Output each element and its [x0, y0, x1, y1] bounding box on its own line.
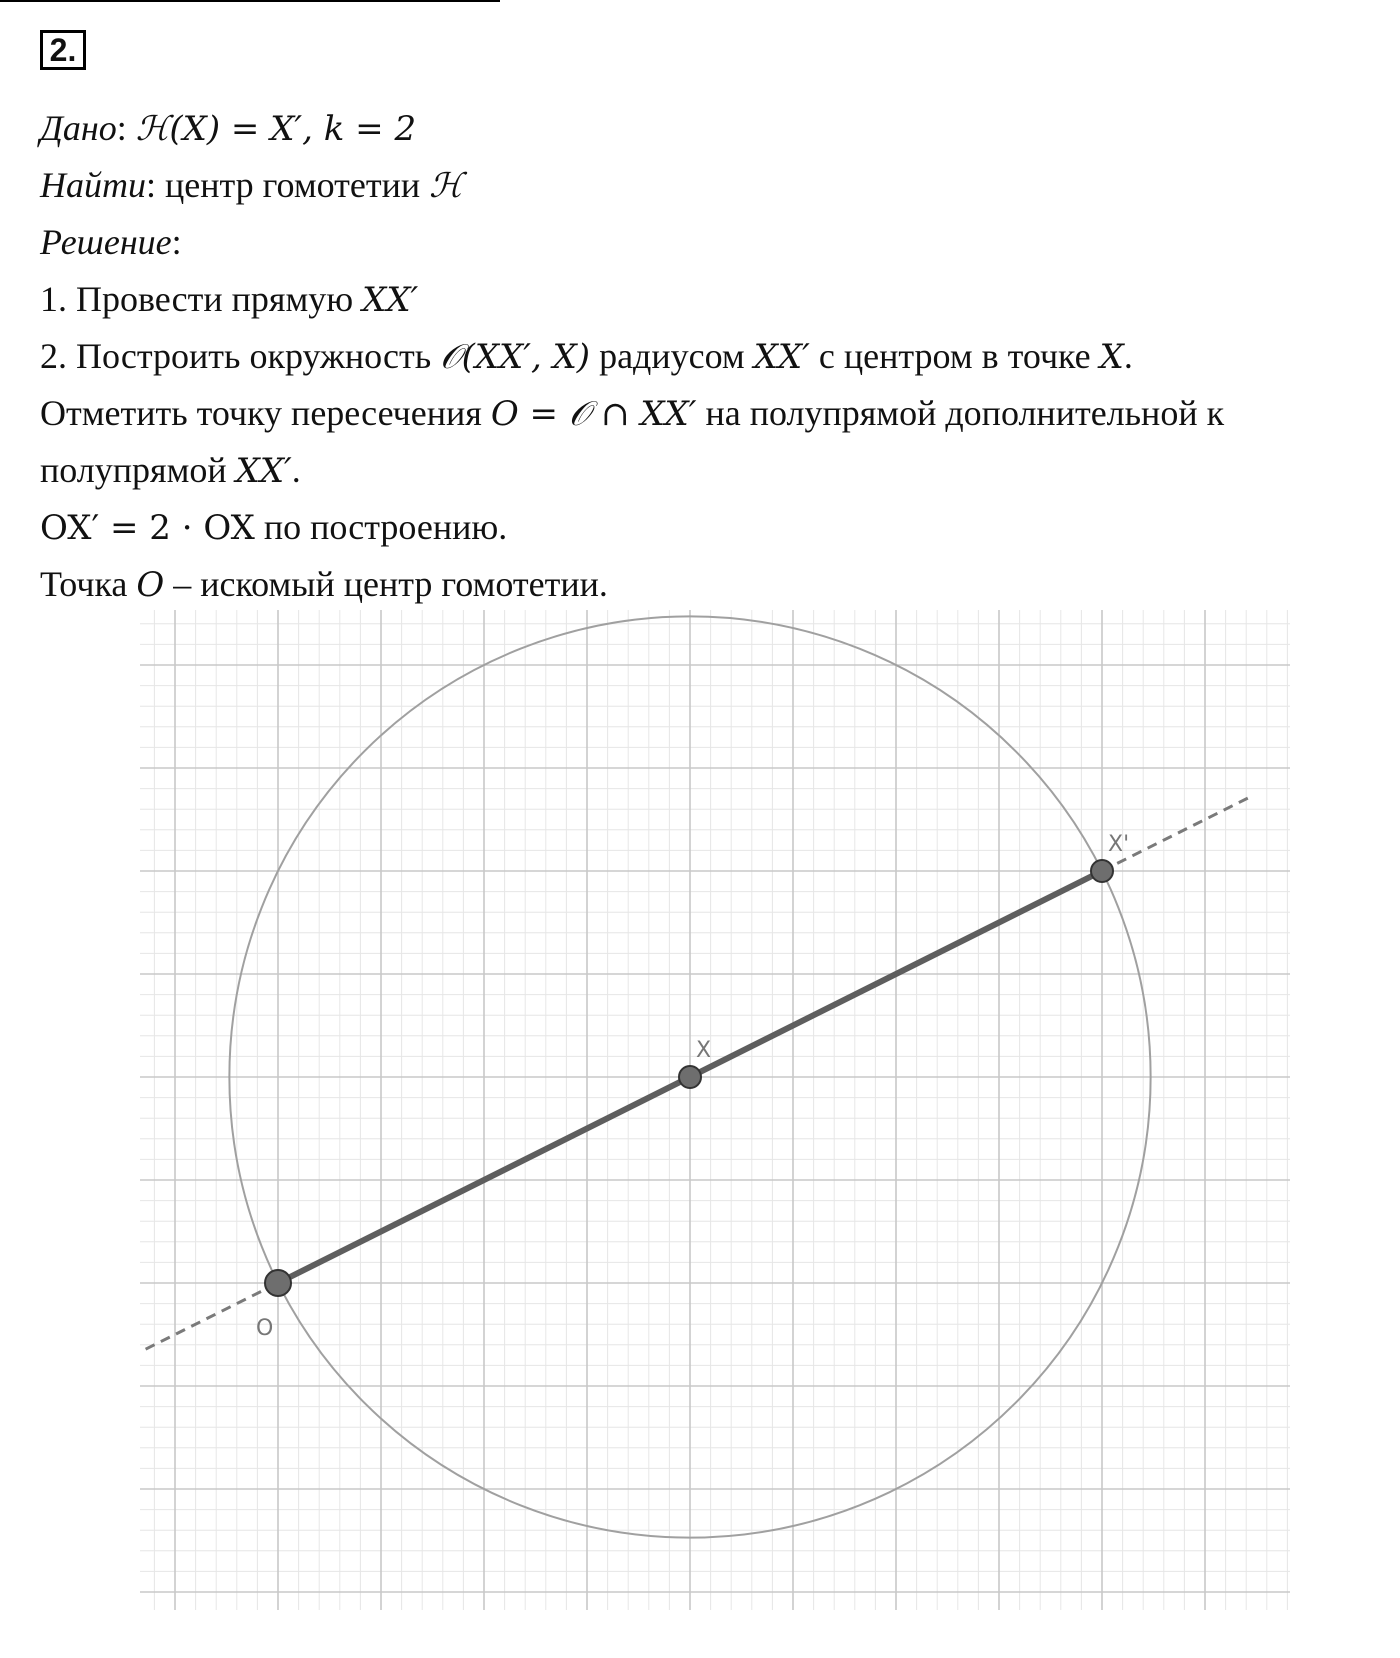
conclusion-math: O	[136, 565, 165, 605]
point-x-prime	[1091, 860, 1113, 882]
point-x	[679, 1066, 701, 1088]
step-3	[40, 385, 1380, 442]
step-3-line-2-end: .	[291, 450, 301, 490]
step-3-math-a: O = 𝒪 ∩ XX′	[490, 394, 697, 434]
step-2-text-b: радиусом	[590, 336, 754, 376]
find-text: : центр гомотетии	[146, 165, 430, 205]
label-o: O	[256, 1316, 274, 1341]
step-2-text-d: .	[1123, 336, 1133, 376]
label-x-prime: X'	[1108, 832, 1130, 857]
result-math: OX′ = 2 · OX	[40, 508, 255, 548]
step-1-math: XX′	[362, 280, 419, 320]
given-colon: :	[116, 108, 136, 148]
conclusion-text-a: Точка	[40, 564, 137, 604]
solution-text	[40, 100, 1380, 613]
task-number: 2.	[40, 30, 86, 70]
construction-figure	[140, 610, 1290, 1610]
solution-colon: :	[171, 222, 182, 262]
step-1	[40, 271, 1380, 328]
given-line	[40, 100, 1380, 157]
step-3-text-a: Отметить точку пересечения	[40, 393, 491, 433]
solution-line	[40, 214, 1380, 271]
find-label: Найти	[40, 165, 146, 205]
find-math: ℋ	[429, 166, 463, 206]
step-3-text-b: на полупрямой дополнительной к	[696, 393, 1225, 433]
conclusion-text-b: – искомый центр гомотетии.	[164, 564, 608, 604]
label-x: X	[696, 1038, 712, 1063]
solution-label: Решение	[40, 222, 172, 262]
step-2	[40, 328, 1380, 385]
result-line	[40, 499, 1380, 556]
step-2-text-c: с центром в точке	[809, 336, 1100, 376]
grid-minor	[140, 610, 1290, 1610]
construction-svg	[140, 610, 1290, 1610]
step-2-math-c: X	[1099, 337, 1124, 377]
find-line	[40, 157, 1380, 214]
step-3-line-2	[40, 442, 1380, 499]
step-2-math-b: XX′	[753, 337, 810, 377]
given-label: Дано	[40, 108, 117, 148]
point-o	[265, 1270, 291, 1296]
step-2-text-a: 2. Построить окружность	[40, 336, 441, 376]
step-2-math-a: 𝒪(XX′, X)	[440, 337, 591, 377]
given-math: ℋ(X) = X′, k = 2	[135, 109, 417, 149]
step-1-text: 1. Провести прямую	[40, 279, 363, 319]
grid-major	[140, 610, 1290, 1610]
step-3-line-2-text: полупрямой	[40, 450, 236, 490]
top-rule	[0, 0, 500, 2]
result-text: по построению.	[254, 507, 508, 547]
conclusion-line	[40, 556, 1380, 613]
step-3-line-2-math: XX′	[235, 451, 292, 491]
